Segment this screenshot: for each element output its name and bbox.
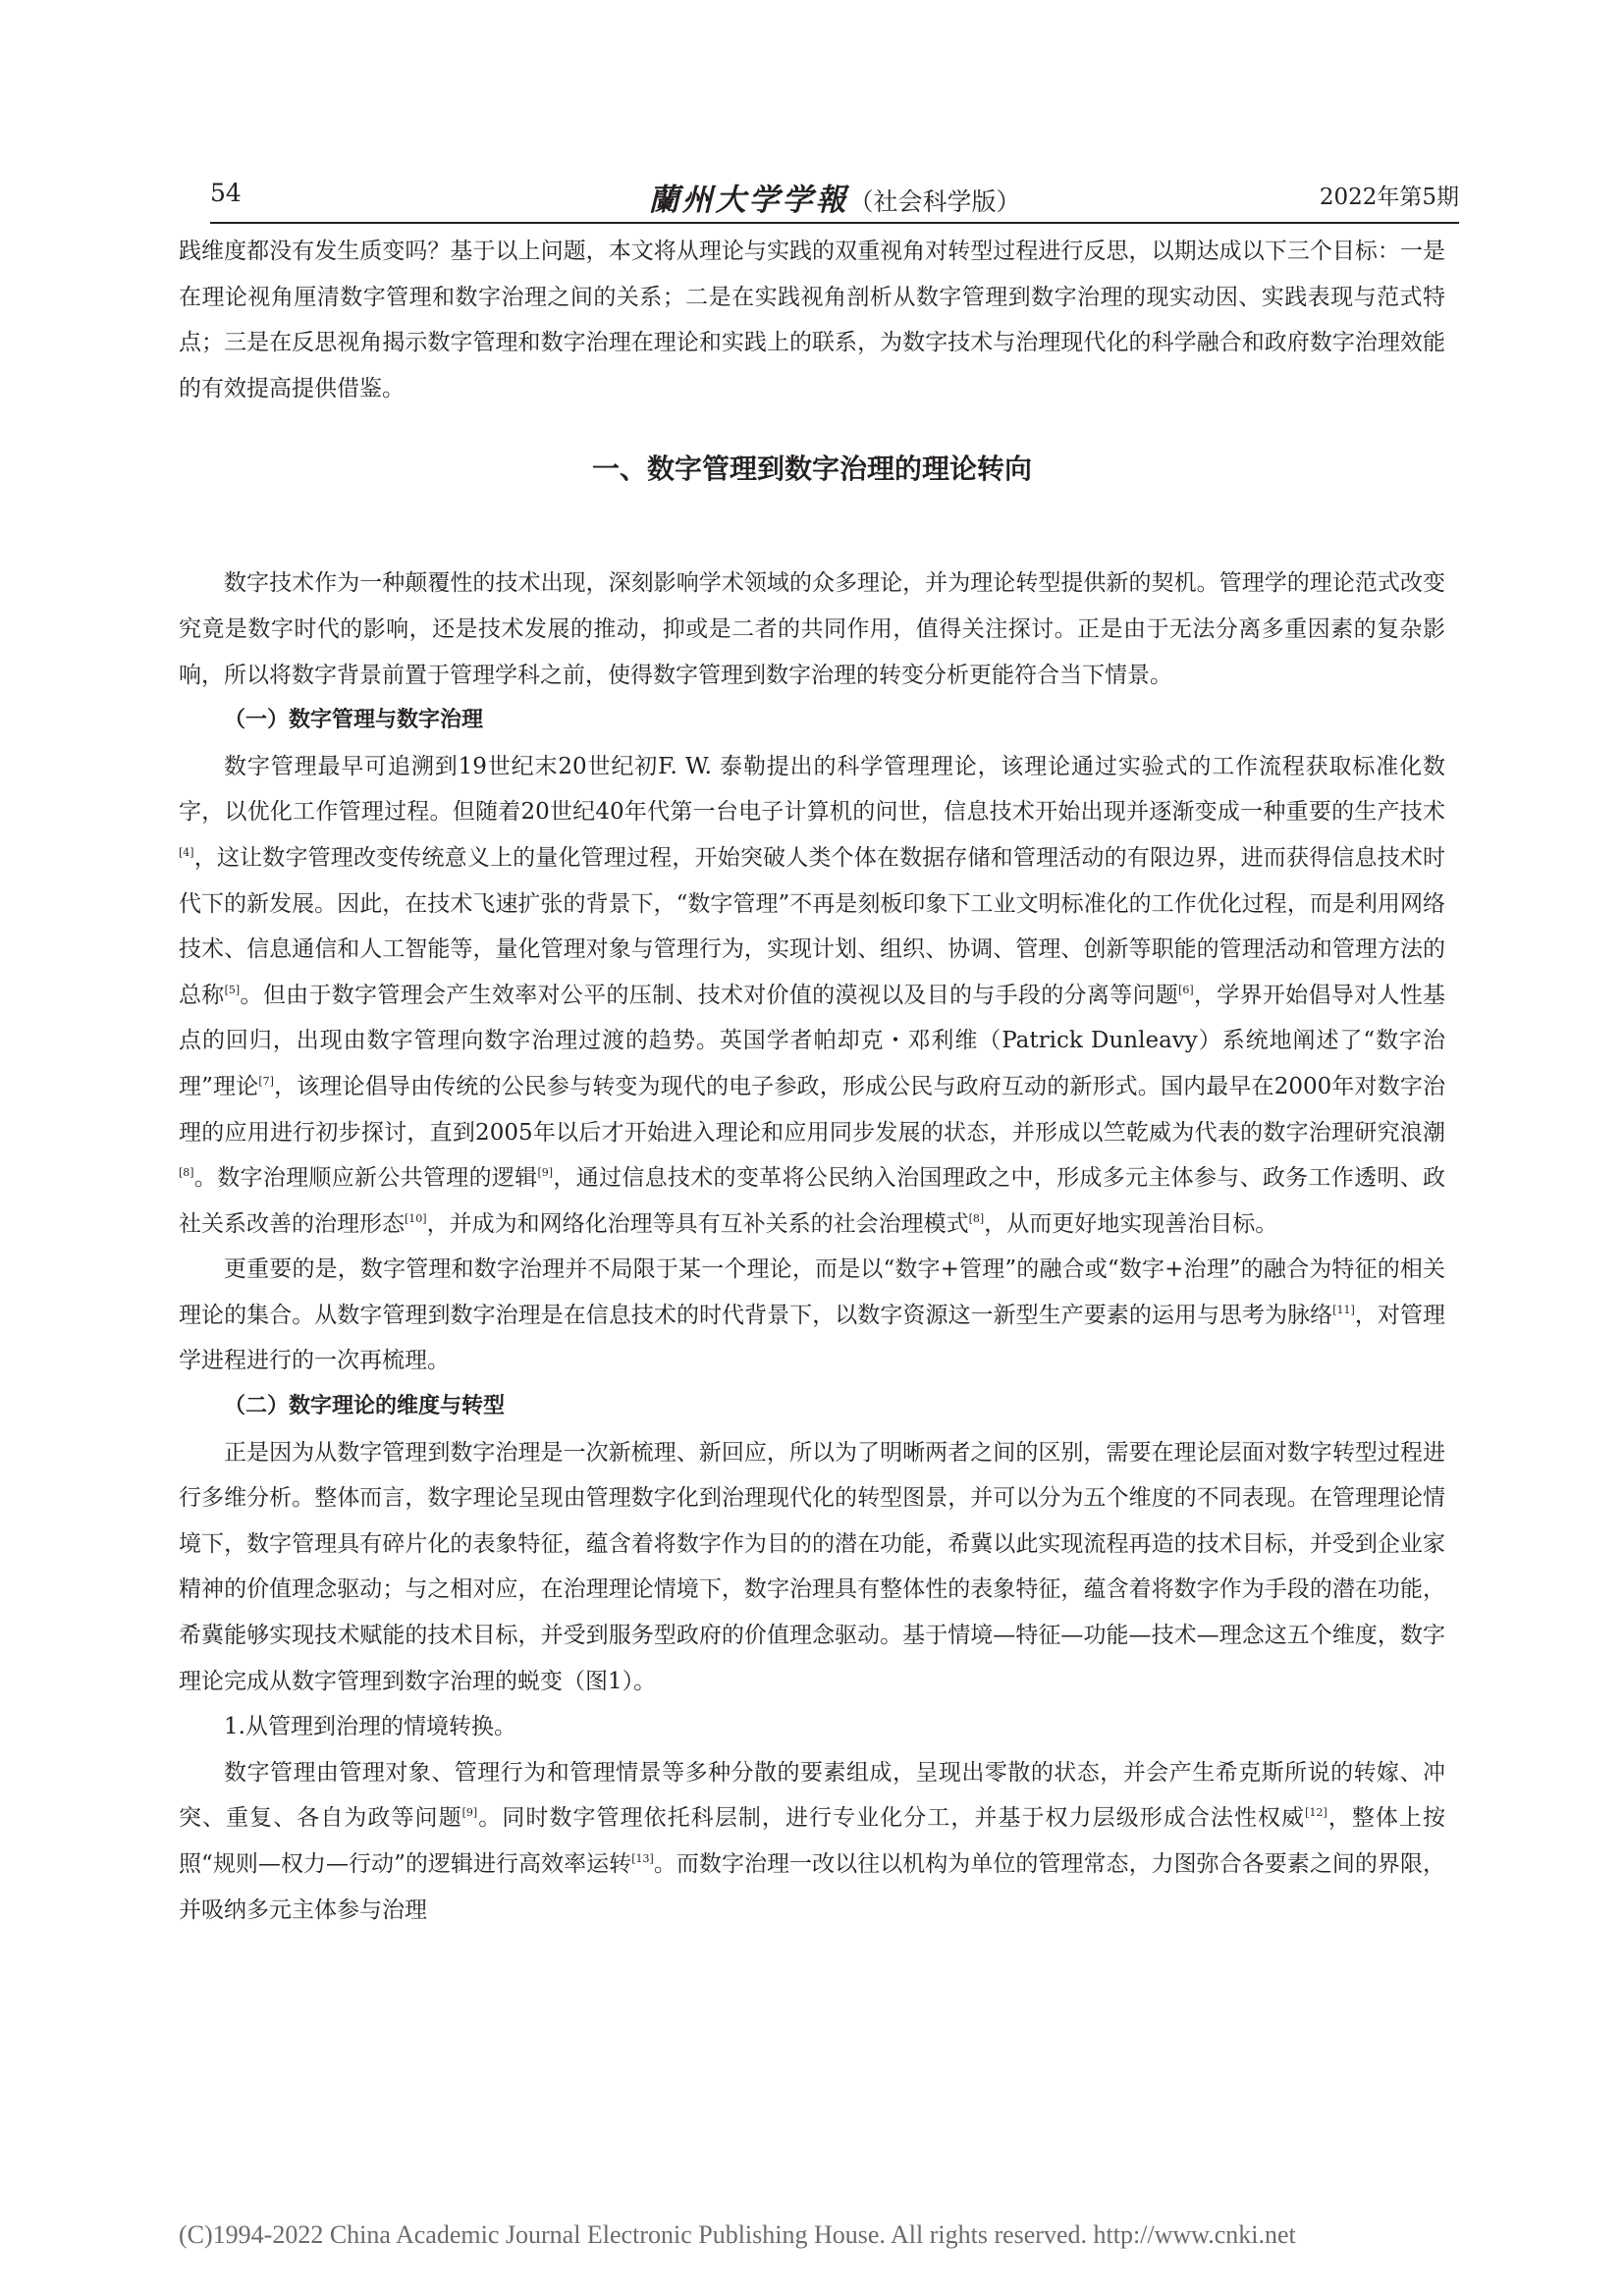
citation-ref: [7] [258,1074,274,1088]
issue-number: 2022年第5期 [1319,185,1459,210]
subheading-2: （二）数字理论的维度与转型 [224,1394,506,1419]
text-run: 。而数字治理一改以往以机构为单位的管理常态，力图弥合各要素之间的界限，并吸纳多元主体参与治理 [179,1851,1446,1923]
running-header [210,175,1459,220]
copyright-footer: (C)1994-2022 China Academic Journal Electronic Publishing House. All rights reserved. http://www.cnki.net [179,2220,1296,2249]
paragraph-2 [179,744,1445,1248]
text-run: ，通过信息技术的变革将公民纳入治国理政之中，形成多元主体参与、政务工作透明、政社关系改善的治理形态 [179,1165,1446,1237]
text-run: 。数字治理顺应新公共管理的逻辑 [193,1165,538,1192]
citation-ref: [8] [179,1166,194,1180]
section-title: 一、数字管理到数字治理的理论转向 [591,453,1032,486]
text-run: ，学界开始倡导对人性基点的回归，出现由数字管理向数字治理过渡的趋势。英国学者帕却克・邓利维（Patrick Dunleavy）系统地阐述了“数字治理”理论 [179,982,1446,1099]
citation-ref: [9] [537,1166,554,1180]
citation-ref: [4] [179,845,194,859]
text-run: ，该理论倡导由传统的公民参与转变为现代的电子参政，形成公民与政府互动的新形式。国内最早在2000年对数字治理的应用进行初步探讨，直到2005年以后才开始进入理论和应用同步发展的状态，并形成以竺乾威为代表的数字治理研究浪潮 [179,1073,1445,1146]
journal-title [210,175,1459,219]
text-run: 数字管理最早可追溯到19世纪末20世纪初F. W. 泰勒提出的科学管理理论，该理论通过实验式的工作流程获取标准化数字，以优化工作管理过程。但随着20世纪40年代第一台电子计算机的问世，信息技术开始出现并逐渐变成一种重要的生产技术 [179,753,1445,826]
citation-ref: [5] [224,983,241,996]
text-run: 更重要的是，数字管理和数字治理并不局限于某一个理论，而是以“数字+管理”的融合或“数字+治理”的融合为特征的相关理论的集合。从数字管理到数字治理是在信息技术的时代背景下，以数字资源这一新型生产要素的运用与思考为脉络 [179,1256,1445,1328]
text-run: 数字管理由管理对象、管理行为和管理情景等多种分散的要素组成，呈现出零散的状态，并会产生希克斯所说的转嫁、冲突、重复、各自为政等问题 [179,1759,1445,1832]
header-rule [210,222,1459,224]
paragraph-6 [179,1750,1445,1933]
paragraph-5: 1.从管理到治理的情境转换。 [224,1714,516,1740]
page-number: 54 [210,179,242,207]
intro-paragraph: 践维度都没有发生质变吗？基于以上问题，本文将从理论与实践的双重视角对转型过程进行反思，以期达成以下三个目标：一是在理论视角厘清数字管理和数字治理之间的关系；二是在实践视角剖析从数字管理到数字治理的现实动因、实践表现与范式特点；三是在反思视角揭示数字管理和数字治理在理论和实践上的联系，为数字技术与治理现代化的科学融合和政府数字治理效能的有效提高提供借鉴。 [179,239,1445,401]
citation-ref: [9] [461,1806,478,1820]
article-body [179,229,1445,1933]
journal-name: 蘭州大学学報 [648,183,849,218]
paragraph-1: 数字技术作为一种颠覆性的技术出现，深刻影响学术领域的众多理论，并为理论转型提供新的契机。管理学的理论范式改变究竟是数字时代的影响，还是技术发展的推动，抑或是二者的共同作用，值得关注探讨。正是由于无法分离多重因素的复杂影响，所以将数字背景前置于管理学科之前，使得数字管理到数字治理的转变分析更能符合当下情景。 [179,570,1445,688]
text-run: ，对管理学进程进行的一次再梳理。 [179,1302,1446,1374]
text-run: 。同时数字管理依托科层制，进行专业化分工，并基于权力层级形成合法性权威 [477,1805,1306,1832]
citation-ref: [8] [968,1211,985,1225]
text-run: ，并成为和网络化治理等具有互补关系的社会治理模式 [426,1210,969,1237]
citation-ref: [10] [405,1211,427,1225]
citation-ref: [11] [1332,1303,1355,1316]
paragraph-4: 正是因为从数字管理到数字治理是一次新梳理、新回应，所以为了明晰两者之间的区别，需要在理论层面对数字转型过程进行多维分析。整体而言，数字理论呈现由管理数字化到治理现代化的转型图景，并可以分为五个维度的不同表现。在管理理论情境下，数字管理具有碎片化的表象特征，蕴含着将数字作为目的的潜在功能，希冀以此实现流程再造的技术目标，并受到企业家精神的价值理念驱动；与之相对应，在治理理论情境下，数字治理具有整体性的表象特征，蕴含着将数字作为手段的潜在功能，希冀能够实现技术赋能的技术目标，并受到服务型政府的价值理念驱动。基于情境—特征—功能—技术—理念这五个维度，数字理论完成从数字管理到数字治理的蜕变（图1）。 [179,1439,1445,1694]
journal-edition: （社会科学版） [848,187,1021,216]
subheading-1: （一）数字管理与数字治理 [224,708,484,733]
text-run: 。但由于数字管理会产生效率对公平的压制、技术对价值的漠视以及目的与手段的分离等问题 [240,982,1179,1008]
text-run: ，从而更好地实现善治目标。 [984,1210,1278,1237]
text-run: ，这让数字管理改变传统意义上的量化管理过程，开始突破人类个体在数据存储和管理活动的有限边界，进而获得信息技术时代下的新发展。因此，在技术飞速扩张的背景下，“数字管理”不再是刻板印象下工业文明标准化的工作优化过程，而是利用网络技术、信息通信和人工智能等，量化管理对象与管理行为，实现计划、组织、协调、管理、创新等职能的管理活动和管理方法的总称 [179,844,1445,1008]
citation-ref: [12] [1305,1806,1327,1820]
text-run: ，整体上按照“规则—权力—行动”的逻辑进行高效率运转 [179,1805,1446,1877]
paragraph-3 [179,1247,1445,1384]
citation-ref: [13] [631,1852,654,1865]
citation-ref: [6] [1178,983,1194,996]
